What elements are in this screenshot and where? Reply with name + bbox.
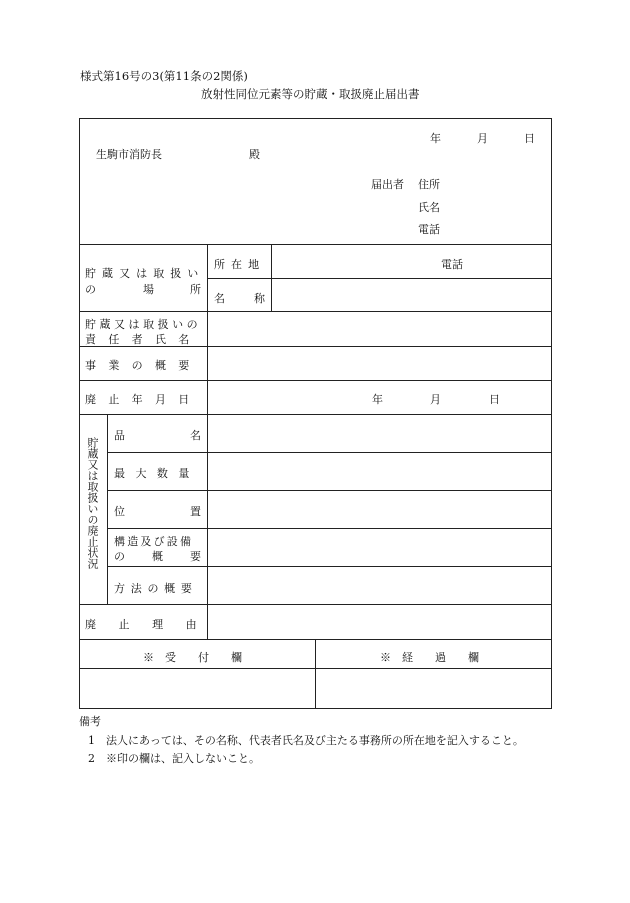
addressee: 生駒市消防長 [96,148,162,161]
address-label: 住所 [418,178,440,191]
item-name-label-b: 名 [190,429,201,442]
place-label-no: の [85,283,96,296]
rule-place-bottom [79,311,552,312]
place-label-ba: 場 [143,283,154,296]
reception-column-header: ※ 受 付 欄 [143,651,242,664]
abolition-day-label: 日 [489,393,500,406]
form-number: 様式第16号の3(第11条の2関係) [80,69,248,83]
rule-label-column [207,244,208,639]
position-label-a: 位 [114,505,125,518]
note-item-1: 1 法人にあっては、その名称、代表者氏名及び主たる事務所の所在地を記入すること。 [88,734,524,747]
rule-position-bottom [107,528,552,529]
phone-label: 電話 [418,223,440,236]
structure-label-no: の [114,550,125,563]
rule-business-bottom [79,380,552,381]
item-name-label-a: 品 [114,429,125,442]
responsible-label-line2: 責任者氏名 [85,333,202,346]
abolition-month-label: 月 [430,393,441,406]
rule-max-qty-bottom [107,490,552,491]
max-quantity-label: 最大数量 [114,467,200,480]
rule-location-bottom [207,278,552,279]
note-item-2: 2 ※印の欄は、記入しないこと。 [88,752,260,765]
place-label-sho: 所 [190,283,201,296]
responsible-label-line1: 貯蔵又は取扱いの [85,318,202,331]
rule-structure-bottom [107,566,552,567]
abolition-reason-label: 廃止理由 [85,618,220,631]
document-title: 放射性同位元素等の貯蔵・取扱廃止届出書 [201,87,420,101]
progress-column-header: ※ 経 過 欄 [380,651,479,664]
facility-name-label-b: 称 [254,292,265,305]
honorific: 殿 [249,148,260,161]
name-label: 氏名 [418,201,440,214]
structure-label-line1: 構造及び設備 [114,535,194,548]
rule-sublabel-column [271,244,272,311]
place-label-line1: 貯蔵又は取扱い [85,267,205,280]
date-day-label: 日 [524,132,535,145]
date-year-label: 年 [430,132,441,145]
location-label: 所在地 [214,258,266,271]
status-vertical-label: 貯蔵又は取扱いの廃止状況 [86,437,99,569]
rule-status-column [107,414,108,604]
facility-name-label-a: 名 [214,292,225,305]
structure-label-you: 要 [190,550,201,563]
structure-label-gai: 概 [152,550,163,563]
rule-receipt-divider [315,639,316,709]
method-overview-label: 方法の概要 [114,582,198,595]
rule-item-name-bottom [107,452,552,453]
notes-heading: 備考 [79,715,101,728]
location-phone-label: 電話 [441,258,463,271]
abolition-year-label: 年 [372,393,383,406]
rule-header-bottom [79,244,552,245]
date-month-label: 月 [477,132,488,145]
business-overview-label: 事業の概要 [85,359,202,372]
applicant-label: 届出者 [371,178,404,191]
position-label-b: 置 [190,505,201,518]
rule-status-bottom [79,604,552,605]
rule-date-bottom [79,414,552,415]
abolition-date-label: 廃止年月日 [85,393,202,406]
